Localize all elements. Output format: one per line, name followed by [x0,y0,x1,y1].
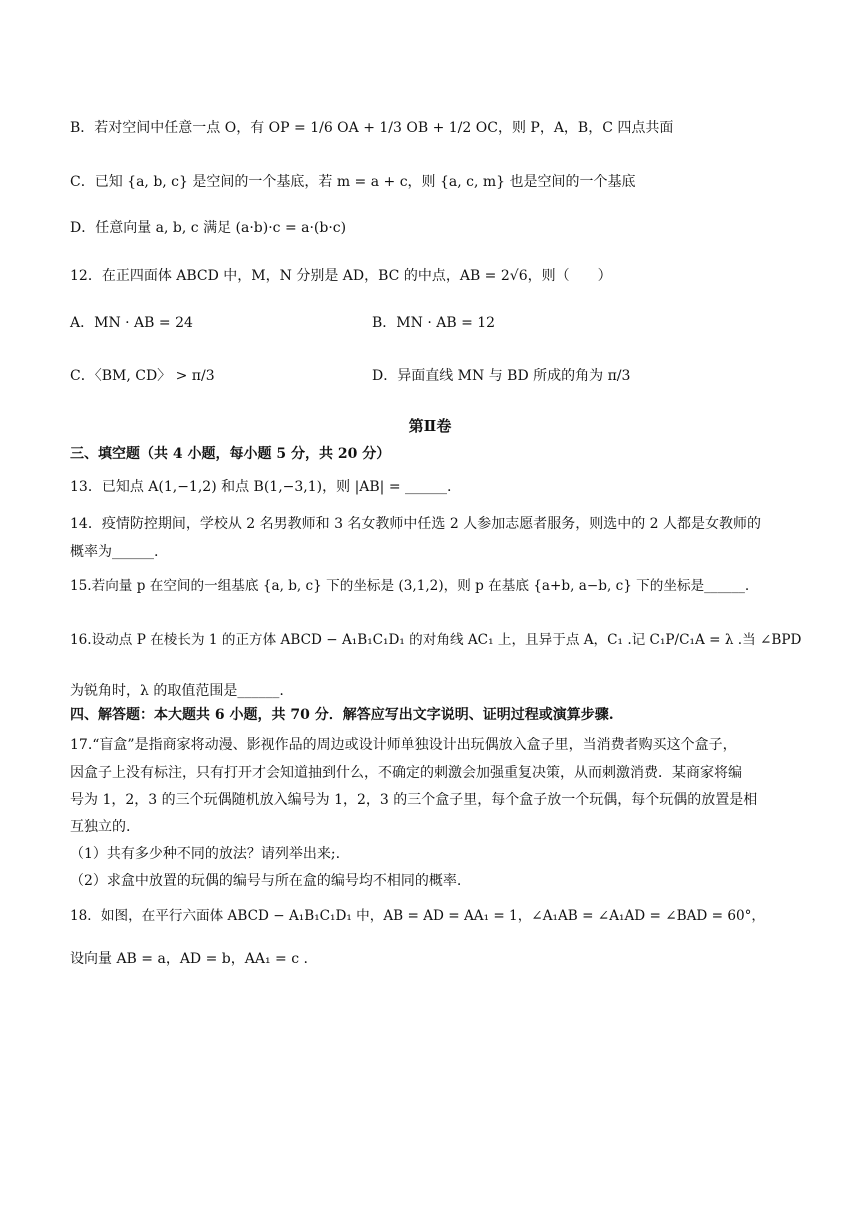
section-3-heading: 三、填空题（共 4 小题，每小题 5 分，共 20 分） [70,446,391,462]
section-4-heading: 四、解答题：本大题共 6 小题，共 70 分．解答应写出文字说明、证明过程或演算步骤. [70,707,614,723]
question-12-option-b: B．MN · AB = 12 [372,315,496,331]
option-d: D．任意向量 a, b, c 满足 (a·b)·c = a·(b·c) [70,220,347,236]
question-17-part-2: （2）求盒中放置的玩偶的编号与所在盒的编号均不相同的概率. [70,873,462,889]
question-15: 15.若向量 p 在空间的一组基底 {a, b, c} 下的坐标是 (3,1,2)，则 p 在基底 {a+b, a−b, c} 下的坐标是______. [70,578,750,594]
question-13: 13．已知点 A(1,−1,2) 和点 B(1,−3,1)，则 |AB| = ______. [70,479,452,495]
option-c: C．已知 {a, b, c} 是空间的一个基底，若 m = a + c，则 {a, c, m} 也是空间的一个基底 [70,174,636,190]
question-17-line-1: 17.“盲盒”是指商家将动漫、影视作品的周边或设计师单独设计出玩偶放入盒子里，当消费者购买这个盒子， [70,737,737,753]
question-18-line-2: 设向量 AB = a，AD = b，AA₁ = c . [70,951,308,967]
question-12-option-d: D．异面直线 MN 与 BD 所成的角为 π/3 [372,368,631,384]
question-17-line-4: 互独立的. [70,819,131,835]
option-b: B．若对空间中任意一点 O，有 OP = 1/6 OA + 1/3 OB + 1/2 OC，则 P，A，B，C 四点共面 [70,120,674,136]
question-12-option-a: A．MN · AB = 24 [70,315,193,331]
part-2-title: 第Ⅱ卷 [408,417,452,435]
question-12-option-c: C．〈BM, CD〉 > π/3 [70,368,215,384]
question-17-line-2: 因盒子上没有标注，只有打开才会知道抽到什么，不确定的刺激会加强重复决策，从而刺激消费．某商家将编 [70,765,742,781]
question-16-line-2: 为锐角时，λ 的取值范围是______. [70,683,284,699]
question-14-line-2: 概率为______. [70,544,159,560]
question-12: 12．在正四面体 ABCD 中，M，N 分别是 AD，BC 的中点，AB = 2√6，则（ ） [70,268,612,284]
question-18-line-1: 18．如图，在平行六面体 ABCD − A₁B₁C₁D₁ 中，AB = AD = AA₁ = 1，∠A₁AB = ∠A₁AD = ∠BAD = 60°， [70,908,766,924]
question-17-line-3: 号为 1，2，3 的三个玩偶随机放入编号为 1，2，3 的三个盒子里，每个盒子放一个玩偶，每个玩偶的放置是相 [70,792,758,808]
question-14-line-1: 14．疫情防控期间，学校从 2 名男教师和 3 名女教师中任选 2 人参加志愿者服务，则选中的 2 人都是女教师的 [70,516,762,532]
question-16-line-1: 16.设动点 P 在棱长为 1 的正方体 ABCD − A₁B₁C₁D₁ 的对角线 AC₁ 上，且异于点 A，C₁ .记 C₁P/C₁A = λ .当 ∠BPD [70,632,802,648]
question-17-part-1: （1）共有多少种不同的放法？请列举出来;. [70,846,341,862]
